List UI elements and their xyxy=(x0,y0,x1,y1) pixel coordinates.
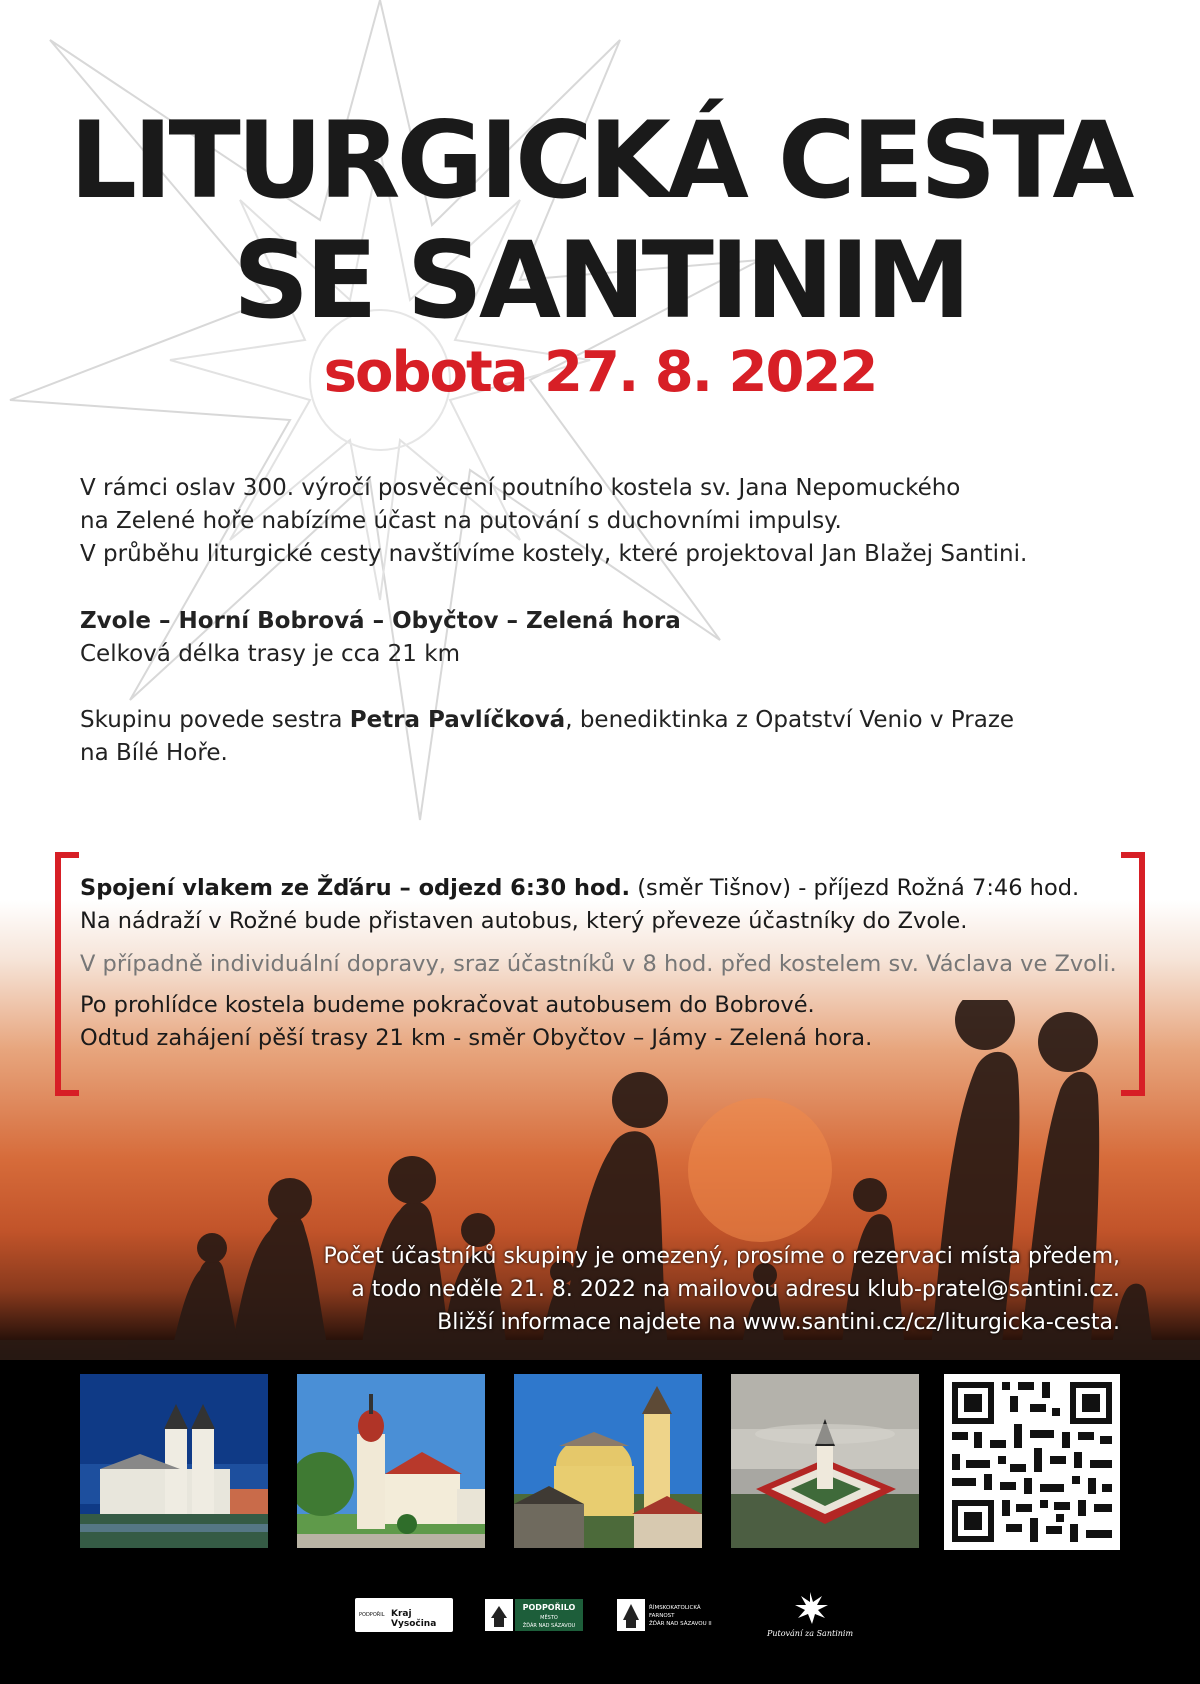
title-line-2: SE SANTINIM xyxy=(232,219,968,342)
route-length: Celková délka trasy je cca 21 km xyxy=(80,641,460,667)
logo-farnost-line-3: ŽĎÁR NAD SÁZAVOU II xyxy=(649,1621,712,1627)
red-bracket-left xyxy=(55,852,79,1096)
guide-info xyxy=(80,704,1140,770)
guide-line-2: na Bílé Hoře. xyxy=(80,740,228,766)
route-info xyxy=(80,605,1140,671)
church-photo-zelena-hora xyxy=(731,1374,919,1548)
logo-putovani-text: Putování za Santinim xyxy=(766,1629,854,1638)
walking-route: Odtud zahájení pěší trasy 21 km - směr Obyčtov – Jámy - Zelená hora. xyxy=(80,1025,873,1051)
church-photo-zvole xyxy=(80,1374,268,1548)
reservation-line: Počet účastníků skupiny je omezený, prosíme o rezervaci místa předem, xyxy=(323,1244,1120,1269)
logo-putovani-za-santinim xyxy=(750,1590,870,1640)
guide-name: Petra Pavlíčková xyxy=(349,707,566,733)
logo-mesto-bottom: ŽĎÁR NAD SÁZAVOU xyxy=(522,1623,576,1629)
guide-suffix: , benediktinka z Opatství Venio v Praze xyxy=(565,707,1015,733)
intro-line: na Zelené hoře nabízíme účast na putování s duchovními impulsy. xyxy=(80,508,842,534)
individual-transport-info: V případně individuální dopravy, sraz účastníků v 8 hod. před kostelem sv. Václava ve Zvoli. xyxy=(80,951,1117,977)
logo-mesto-mid: MĚSTO xyxy=(540,1615,558,1621)
bus-continuation: Po prohlídce kostela budeme pokračovat autobusem do Bobrové. xyxy=(80,992,815,1018)
church-photo-obyctov xyxy=(514,1374,702,1548)
logo-farnost-line-2: FARNOST xyxy=(649,1613,675,1619)
route-title: Zvole – Horní Bobrová – Obyčtov – Zelená hora xyxy=(80,608,681,634)
logo-mesto-zdar xyxy=(485,1598,585,1632)
bus-info: Na nádraží v Rožné bude přistaven autobus, který převeze účastníky do Zvole. xyxy=(80,908,968,934)
sponsor-logos xyxy=(355,1590,875,1640)
church-photos xyxy=(80,1374,1120,1550)
reservation-line: a todo neděle 21. 8. 2022 na mailovou adresu klub-pratel@santini.cz. xyxy=(351,1277,1120,1302)
intro-line: V průběhu liturgické cesty navštívíme kostely, které projektoval Jan Blažej Santini. xyxy=(80,541,1028,567)
intro-line: V rámci oslav 300. výročí posvěcení poutního kostela sv. Jana Nepomuckého xyxy=(80,475,961,501)
reservation-info xyxy=(260,1240,1120,1339)
logo-mesto-top: PODPOŘILO xyxy=(522,1603,576,1612)
qr-code[interactable] xyxy=(944,1374,1120,1550)
event-date: sobota 27. 8. 2022 xyxy=(323,340,877,405)
guide-prefix: Skupinu povede sestra xyxy=(80,707,350,733)
logo-farnost-zdar xyxy=(617,1598,727,1632)
logo-kraj-small-text: PODPOŘIL xyxy=(359,1612,385,1618)
intro-paragraph xyxy=(80,472,1140,571)
transport-info xyxy=(80,872,1140,1055)
logo-kraj-text: Kraj Vysočina xyxy=(391,1609,437,1629)
title-line-1: LITURGICKÁ CESTA xyxy=(69,99,1131,222)
logo-farnost-line-1: ŘÍMSKOKATOLICKÁ xyxy=(649,1605,701,1611)
church-photo-horni-bobrova xyxy=(297,1374,485,1548)
train-departure: Spojení vlakem ze Žďáru – odjezd 6:30 hod. xyxy=(80,875,631,901)
logo-kraj-vysocina xyxy=(355,1598,453,1632)
reservation-line: Bližší informace najdete na www.santini.cz/cz/liturgicka-cesta. xyxy=(437,1310,1120,1335)
train-arrival: (směr Tišnov) - příjezd Rožná 7:46 hod. xyxy=(630,875,1080,901)
